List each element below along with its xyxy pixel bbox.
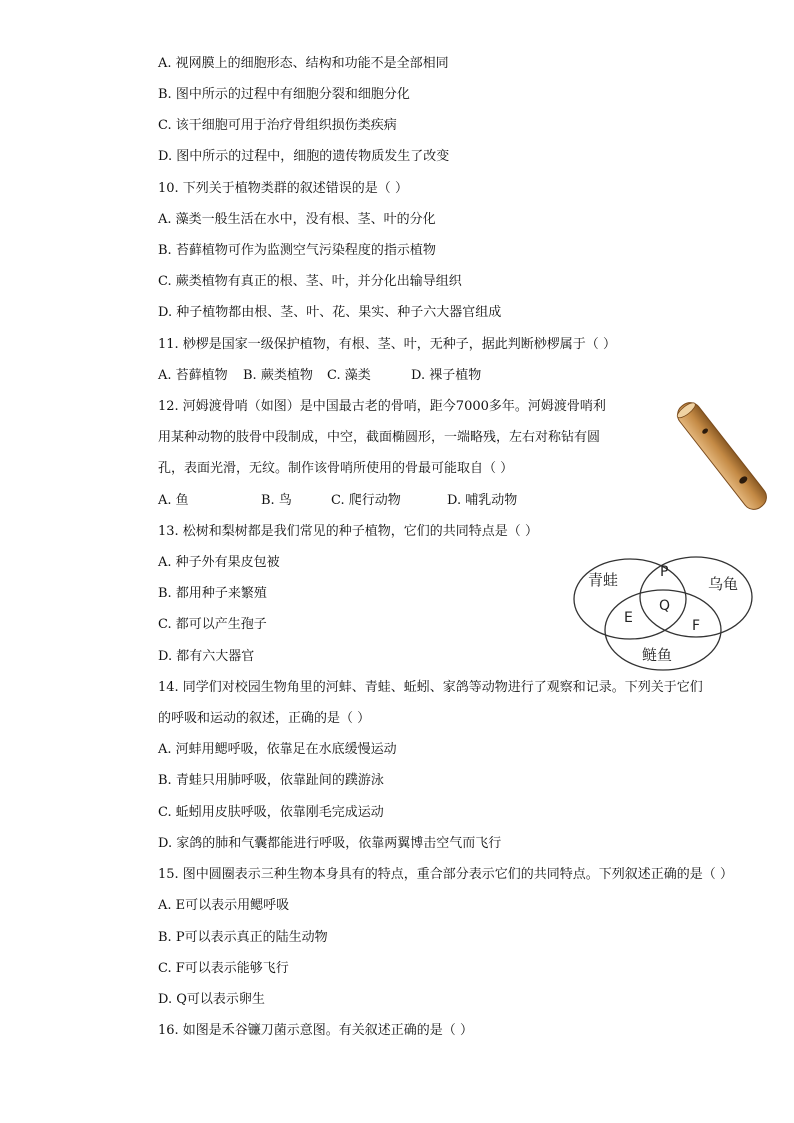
q11-options bbox=[158, 367, 481, 385]
q15-option-c: C. F可以表示能够飞行 bbox=[158, 961, 289, 976]
question-11: 11. 桫椤是国家一级保护植物，有根、茎、叶，无种子，据此判断桫椤属于（ ） bbox=[158, 337, 616, 352]
q12-options bbox=[158, 492, 517, 510]
q10-option-a: A. 藻类一般生活在水中，没有根、茎、叶的分化 bbox=[158, 212, 436, 227]
q9-option-a: A. 视网膜上的细胞形态、结构和功能不是全部相同 bbox=[158, 56, 449, 71]
q15-option-b: B. P可以表示真正的陆生动物 bbox=[158, 930, 328, 945]
q13-option-c: C. 都可以产生孢子 bbox=[158, 617, 267, 632]
q11-option-b: B. 蕨类植物 bbox=[243, 368, 313, 383]
q13-option-a: A. 种子外有果皮包被 bbox=[158, 555, 280, 570]
question-13: 13. 松树和梨树都是我们常见的种子植物，它们的共同特点是（ ） bbox=[158, 524, 538, 539]
bone-body bbox=[673, 400, 771, 512]
q15-option-a: A. E可以表示用鳃呼吸 bbox=[158, 898, 290, 913]
q11-option-c: C. 藻类 bbox=[327, 368, 371, 383]
q10-option-d: D. 种子植物都由根、茎、叶、花、果实、种子六大器官组成 bbox=[158, 305, 502, 320]
question-14-line-1: 14. 同学们对校园生物角里的河蚌、青蛙、蚯蚓、家鸽等动物进行了观察和记录。下列关于它们 bbox=[158, 680, 703, 695]
question-15: 15. 图中圆圈表示三种生物本身具有的特点，重合部分表示它们的共同特点。下列叙述正确的是（ ） bbox=[158, 867, 733, 882]
question-16: 16. 如图是禾谷镰刀菌示意图。有关叙述正确的是（ ） bbox=[158, 1023, 473, 1038]
q9-option-d: D. 图中所示的过程中，细胞的遗传物质发生了改变 bbox=[158, 149, 450, 164]
q15-option-d: D. Q可以表示卵生 bbox=[158, 992, 265, 1007]
q12-option-b: B. 鸟 bbox=[261, 493, 292, 508]
question-12-line-2: 用某种动物的肢骨中段制成，中空，截面椭圆形，一端略残，左右对称钻有圆 bbox=[158, 430, 601, 445]
q9-option-c: C. 该干细胞可用于治疗骨组织损伤类疾病 bbox=[158, 118, 397, 133]
venn-region-p: P bbox=[660, 564, 669, 580]
q13-option-d: D. 都有六大器官 bbox=[158, 649, 255, 664]
venn-region-f: F bbox=[692, 618, 701, 634]
venn-region-q: Q bbox=[659, 598, 671, 614]
venn-label-carp: 鲢鱼 bbox=[642, 646, 673, 664]
q12-option-d: D. 哺乳动物 bbox=[447, 493, 518, 508]
question-10: 10. 下列关于植物类群的叙述错误的是（ ） bbox=[158, 181, 408, 196]
q12-option-a: A. 鱼 bbox=[158, 493, 189, 508]
bone-whistle-figure bbox=[672, 400, 772, 512]
q11-option-d: D. 裸子植物 bbox=[411, 368, 482, 383]
venn-label-frog: 青蛙 bbox=[588, 571, 619, 589]
q10-option-c: C. 蕨类植物有真正的根、茎、叶，并分化出输导组织 bbox=[158, 274, 462, 289]
question-14-line-2: 的呼吸和运动的叙述，正确的是（ ） bbox=[158, 711, 371, 726]
q9-option-b: B. 图中所示的过程中有细胞分裂和细胞分化 bbox=[158, 87, 410, 102]
q14-option-b: B. 青蛙只用肺呼吸，依靠趾间的蹼游泳 bbox=[158, 773, 384, 788]
venn-label-turtle: 乌龟 bbox=[708, 575, 739, 593]
q10-option-b: B. 苔藓植物可作为监测空气污染程度的指示植物 bbox=[158, 243, 436, 258]
q14-option-c: C. 蚯蚓用皮肤呼吸，依靠刚毛完成运动 bbox=[158, 805, 384, 820]
q11-option-a: A. 苔藓植物 bbox=[158, 368, 228, 383]
bone-whistle bbox=[673, 400, 771, 512]
question-12-line-3: 孔，表面光滑，无纹。制作该骨哨所使用的骨最可能取自（ ） bbox=[158, 461, 514, 476]
q13-option-b: B. 都用种子来繁殖 bbox=[158, 586, 267, 601]
venn-region-e: E bbox=[624, 610, 633, 626]
venn-diagram bbox=[568, 552, 768, 672]
q14-option-a: A. 河蚌用鳃呼吸，依靠足在水底缓慢运动 bbox=[158, 742, 397, 757]
q14-option-d: D. 家鸽的肺和气囊都能进行呼吸，依靠两翼博击空气而飞行 bbox=[158, 836, 502, 851]
question-12-line-1: 12. 河姆渡骨哨（如图）是中国最古老的骨哨，距今7000多年。河姆渡骨哨利 bbox=[158, 399, 606, 414]
q12-option-c: C. 爬行动物 bbox=[331, 493, 401, 508]
